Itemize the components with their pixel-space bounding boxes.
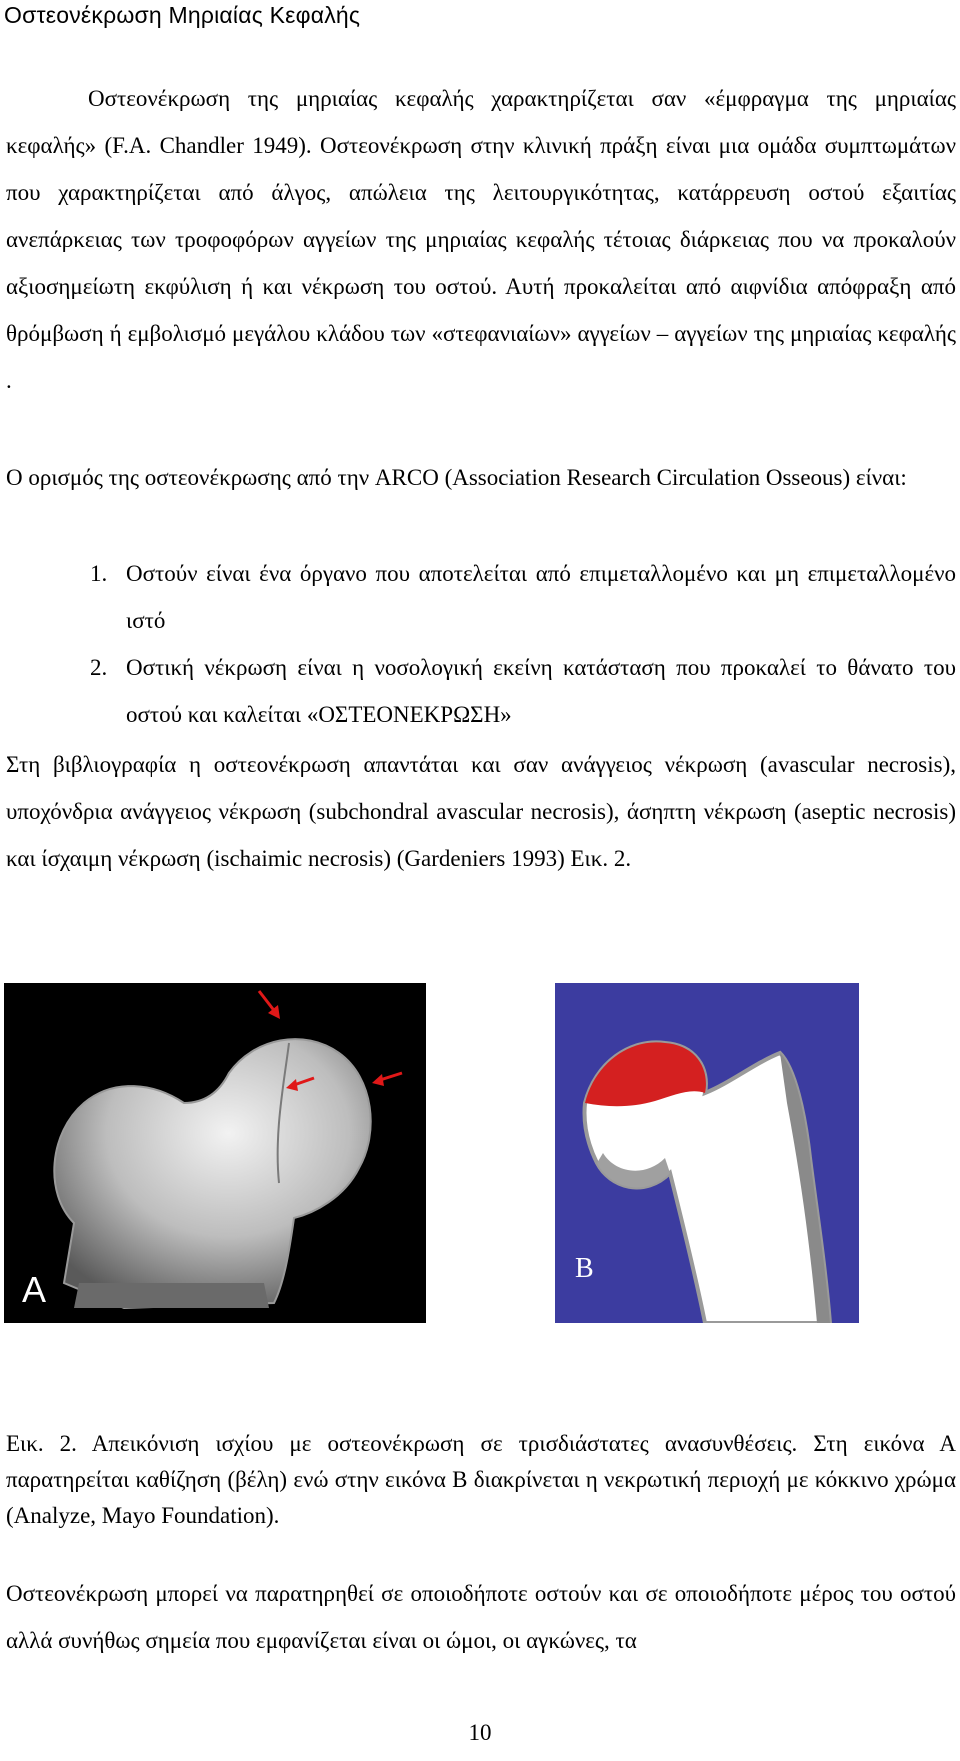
paragraph-locations: Οστεονέκρωση μπορεί να παρατηρηθεί σε οποιοδήποτε οστούν και σε οποιοδήποτε μέρος του οστού αλλά συνήθως σημεία που εμφανίζεται είναι οι ώμοι, οι αγκώνες, τα [6, 1581, 956, 1653]
list-item [90, 550, 956, 644]
definition-list [90, 550, 956, 738]
page-header-title: Οστεονέκρωση Μηριαίας Κεφαλής [4, 2, 361, 28]
panel-a-label: A [22, 1269, 47, 1310]
paragraph-arco-definition: Ο ορισμός της οστεονέκρωσης από την ARCO (Association Research Circulation Osseous) είναι: [6, 465, 907, 490]
arrow-marker-icon [259, 991, 280, 1019]
list-item-number: 2. [90, 655, 108, 680]
list-item-text: Οστούν είναι ένα όργανο που αποτελείται από επιμεταλλομένο και μη επιμεταλλομένο ιστό [126, 561, 956, 633]
figure-panel-b [555, 983, 859, 1323]
list-item [90, 644, 956, 738]
paragraph-terminology: Στη βιβλιογραφία η οστεονέκρωση απαντάται και σαν ανάγγειος νέκρωση (avascular necrosis), υποχόνδρια ανάγγειος νέκρωση (subchondral avascular necrosis), άσηπτη νέκρωση (aseptic necrosis) και ίσχαιμη νέκρωση (ischaimic necrosis) (Gardeniers 1993) Εικ. 2. [6, 752, 956, 871]
figure-panel-a [4, 983, 426, 1323]
figure-caption: Εικ. 2. Απεικόνιση ισχίου με οστεονέκρωση σε τρισδιάστατες ανασυνθέσεις. Στη εικόνα Α παρατηρείται καθίζηση (βέλη) ενώ στην εικόνα Β διακρίνεται η νεκρωτική περιοχή με κόκκινο χρώμα (Analyze, Mayo Foundation). [6, 1431, 956, 1528]
paragraph-definition-intro: Οστεονέκρωση της μηριαίας κεφαλής χαρακτηρίζεται σαν «έμφραγμα της μηριαίας κεφαλής» (F.A. Chandler 1949). Οστεονέκρωση στην κλινική πράξη είναι μια ομάδα συμπτωμάτων που χαρακτηρίζεται από άλγος, απώλεια της λειτουργικότητας, κατάρρευση οστού εξαιτίας ανεπάρκειας των τροφοφόρων αγγείων της μηριαίας κεφαλής τέτοιας διάρκειας που να προκαλούν αξιοσημείωτη εκφύλιση ή και νέκρωση του οστού. Αυτή προκαλείται από αιφνίδια απόφραξη από θρόμβωση ή εμβολισμό μεγάλου κλάδου των «στεφανιαίων» αγγείων – αγγείων της μηριαίας κεφαλής . [6, 86, 956, 393]
femoral-head-render-image [4, 983, 426, 1323]
list-item-number: 1. [90, 561, 108, 586]
arrow-marker-icon [372, 1073, 402, 1086]
page-number: 10 [468, 1720, 492, 1745]
femur-necrosis-render-image [555, 983, 859, 1323]
panel-b-label: B [575, 1253, 594, 1284]
list-item-text: Οστική νέκρωση είναι η νοσολογική εκείνη κατάσταση που προκαλεί το θάνατο του οστού και καλείται «ΟΣΤΕΟΝΕΚΡΩΣΗ» [126, 655, 956, 727]
